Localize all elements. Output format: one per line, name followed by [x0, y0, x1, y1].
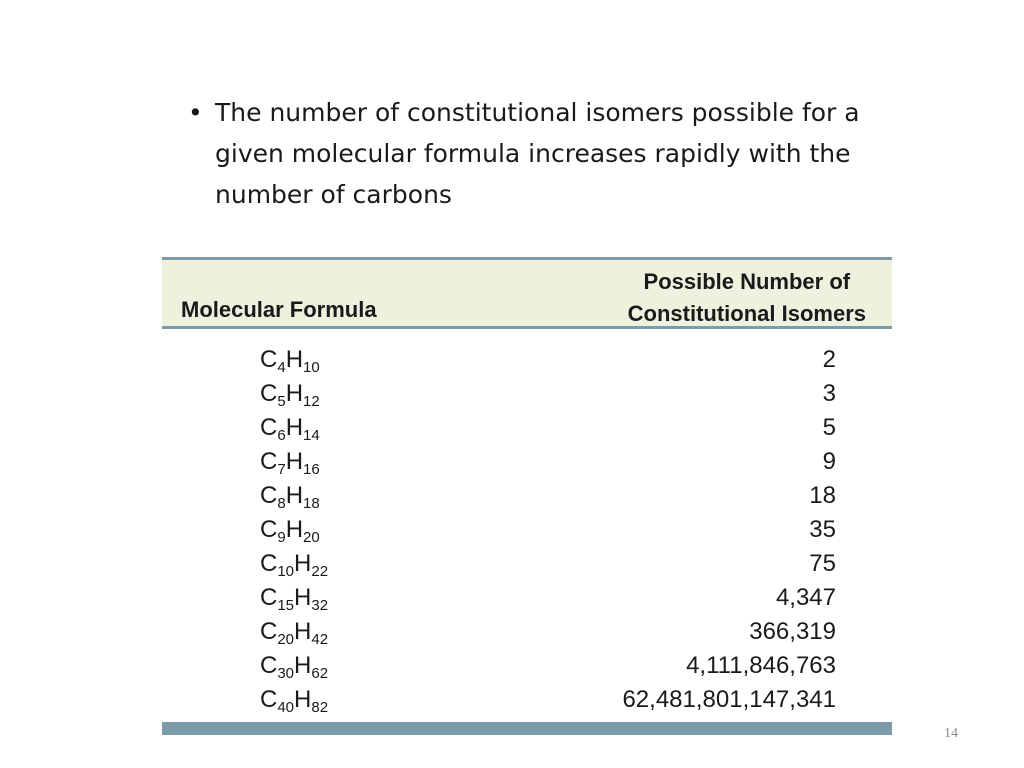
formula-cell: $C_{40}H_{82}$: [260, 686, 329, 716]
isomer-count-cell: 3: [822, 380, 836, 407]
formula-cell: $C_9H_{20}$: [260, 516, 320, 546]
isomer-table: [162, 257, 892, 735]
formula-cell: $C_{15}H_{32}$: [260, 584, 329, 614]
table-row: [162, 683, 892, 717]
isomer-count-cell: 9: [822, 448, 836, 475]
table-row: [162, 343, 892, 377]
formula-cell: $C_8H_{18}$: [260, 482, 320, 512]
table-row: [162, 581, 892, 615]
bullet-point: [188, 92, 948, 215]
formula-cell: $C_{10}H_{22}$: [260, 550, 329, 580]
bullet-icon: •: [188, 98, 203, 127]
table-row: [162, 649, 892, 683]
header-possible-isomers-line1: Possible Number of: [643, 269, 851, 294]
isomer-count-cell: 4,347: [775, 584, 836, 611]
table-row: [162, 445, 892, 479]
table-row: [162, 411, 892, 445]
isomer-count-cell: 62,481,801,147,341: [622, 686, 836, 713]
isomer-count-cell: 5: [822, 414, 836, 441]
formula-cell: $C_{20}H_{42}$: [260, 618, 329, 648]
formula-cell: $C_5H_{12}$: [260, 380, 320, 410]
bullet-text: The number of constitutional isomers possible for a given molecular formula increases rapidly with the number of carbons: [215, 98, 860, 209]
isomer-count-cell: 35: [809, 516, 836, 543]
table-row: [162, 513, 892, 547]
formula-cell: $C_6H_{14}$: [260, 414, 320, 444]
header-possible-isomers: [628, 266, 866, 330]
table-row: [162, 377, 892, 411]
table-row: [162, 479, 892, 513]
table-row: [162, 615, 892, 649]
formula-cell: $C_7H_{16}$: [260, 448, 320, 478]
formula-cell: $C_{30}H_{62}$: [260, 652, 329, 682]
header-molecular-formula: Molecular Formula: [181, 297, 377, 322]
table-row: [162, 547, 892, 581]
formula-cell: $C_4H_{10}$: [260, 346, 320, 376]
isomer-count-cell: 18: [809, 482, 836, 509]
isomer-count-cell: 2: [822, 346, 836, 373]
table-body: [162, 343, 892, 717]
table-footer-bar: [162, 722, 892, 735]
isomer-count-cell: 75: [809, 550, 836, 577]
page-number: 14: [944, 726, 958, 741]
isomer-count-cell: 4,111,846,763: [686, 652, 836, 679]
isomer-count-cell: 366,319: [749, 618, 836, 645]
table-header: [162, 257, 892, 329]
header-possible-isomers-line2: Constitutional Isomers: [627, 301, 866, 326]
